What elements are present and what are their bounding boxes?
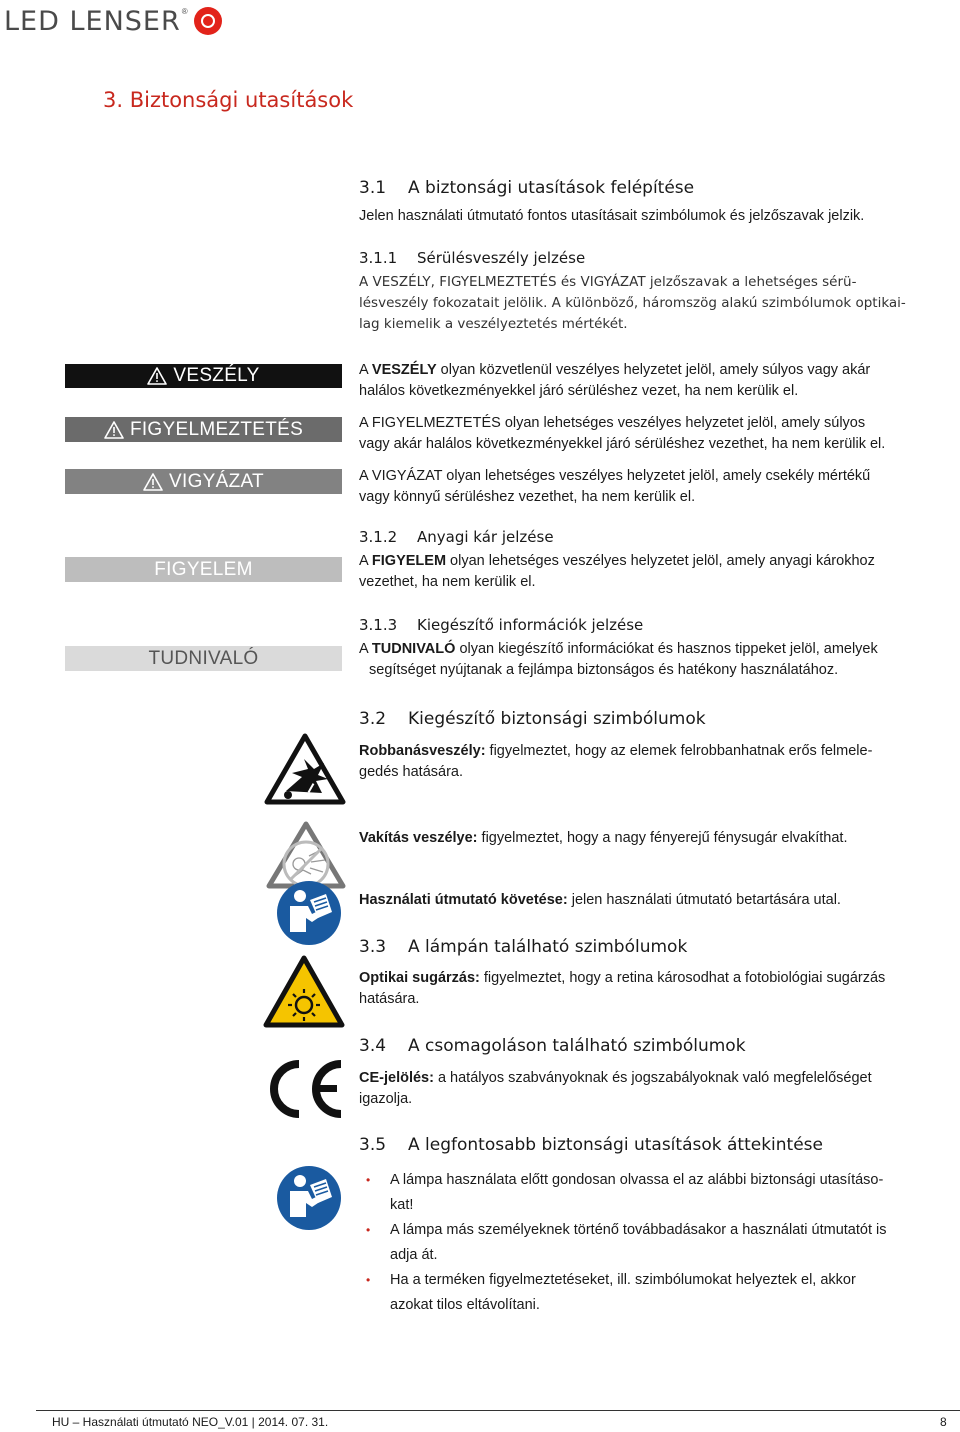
heading-3-5 bbox=[359, 1135, 939, 1155]
signal-word: VESZÉLY bbox=[371, 362, 437, 378]
section-3-1-2-text bbox=[359, 551, 939, 593]
heading-number: 3.1.2 bbox=[359, 528, 398, 546]
symbol-term: CE-jelölés: bbox=[359, 1070, 434, 1086]
manual-description bbox=[359, 890, 939, 911]
text-fragment: figyelmeztet, hogy a retina károsodhat a fotobiológiai sugárzás bbox=[479, 970, 886, 986]
registered-mark: ® bbox=[181, 6, 188, 16]
heading-3-1 bbox=[359, 178, 939, 198]
read-manual-icon bbox=[276, 880, 342, 946]
explosion-hazard-icon bbox=[264, 728, 346, 810]
heading-text: A csomagoláson található szimbólumok bbox=[408, 1036, 746, 1056]
optical-radiation-description bbox=[359, 968, 939, 1010]
signal-info-label: TUDNIVALÓ bbox=[148, 647, 259, 669]
symbol-term: Használati útmutató követése: bbox=[359, 892, 568, 908]
heading-number: 3.1.1 bbox=[359, 249, 398, 267]
heading-text: Kiegészítő információk jelzése bbox=[417, 616, 644, 634]
text-line: gedés hatására. bbox=[359, 764, 463, 780]
signal-danger-box bbox=[65, 364, 342, 388]
text-line: A lámpa más személyeknek történő továbbadásakor a használati útmutatót is bbox=[390, 1222, 887, 1238]
signal-caution-label: VIGYÁZAT bbox=[169, 470, 264, 492]
text-fragment: figyelmeztet, hogy az elemek felrobbanhatnak erős felmele- bbox=[485, 743, 873, 759]
text-line: A FIGYELMEZTETÉS olyan lehetséges veszélyes helyzetet jelöl, amely súlyos bbox=[359, 415, 866, 431]
warning-triangle-icon bbox=[104, 421, 124, 439]
text-fragment: jelen használati útmutató betartására utal. bbox=[567, 892, 841, 908]
danger-description bbox=[359, 360, 939, 402]
symbol-term: Robbanásveszély: bbox=[359, 743, 486, 759]
text-line: kat! bbox=[390, 1197, 414, 1213]
caution-description bbox=[359, 466, 939, 508]
heading-number: 3.3 bbox=[359, 937, 387, 957]
text-line: A VIGYÁZAT olyan lehetséges veszélyes helyzetet jelöl, amely csekély mértékű bbox=[359, 468, 871, 484]
heading-3-4 bbox=[359, 1036, 939, 1056]
list-item bbox=[359, 1168, 949, 1218]
heading-text: Sérülésveszély jelzése bbox=[417, 249, 586, 267]
text-fragment: A bbox=[359, 553, 372, 569]
safety-bullet-list bbox=[359, 1168, 949, 1318]
section-title: 3. Biztonsági utasítások bbox=[103, 88, 354, 112]
page-number: 8 bbox=[940, 1415, 947, 1429]
ce-mark-icon bbox=[265, 1058, 345, 1120]
heading-3-1-3 bbox=[359, 616, 939, 634]
glare-description bbox=[359, 828, 939, 849]
heading-text: A biztonsági utasítások felépítése bbox=[408, 178, 695, 198]
footer-text: HU – Használati útmutató NEO_V.01 | 2014. 07. 31. bbox=[52, 1415, 329, 1429]
list-item bbox=[359, 1218, 949, 1268]
text-line: azokat tilos eltávolítani. bbox=[390, 1297, 540, 1313]
heading-text: A legfontosabb biztonsági utasítások áttekintése bbox=[408, 1135, 823, 1155]
section-3-1-text: Jelen használati útmutató fontos utasításait szimbólumok és jelzőszavak jelzik. bbox=[359, 208, 865, 224]
text-line: igazolja. bbox=[359, 1091, 413, 1107]
ce-description bbox=[359, 1068, 939, 1110]
signal-warning-box bbox=[65, 417, 342, 442]
explosion-description bbox=[359, 741, 939, 783]
section-3-1-1 bbox=[359, 249, 939, 335]
heading-number: 3.2 bbox=[359, 709, 387, 729]
heading-number: 3.1 bbox=[359, 178, 387, 198]
warning-triangle-icon bbox=[143, 473, 163, 491]
text-line: lag kiemelik a veszélyeztetés mértékét. bbox=[359, 316, 628, 332]
heading-3-3 bbox=[359, 937, 939, 957]
brand-logo bbox=[4, 4, 222, 38]
heading-text: Anyagi kár jelzése bbox=[417, 528, 554, 546]
section-3-1-3 bbox=[359, 616, 939, 681]
text-line: vezethet, ha nem kerülik el. bbox=[359, 574, 536, 590]
list-item bbox=[359, 1268, 949, 1318]
section-3-1-3-text bbox=[359, 639, 939, 681]
signal-word: FIGYELEM bbox=[371, 553, 447, 569]
signal-info-box bbox=[65, 646, 342, 671]
signal-word: TUDNIVALÓ bbox=[371, 641, 456, 657]
heading-3-2 bbox=[359, 709, 939, 729]
text-line: segítséget nyújtanak a fejlámpa biztonságos és hatékony használatához. bbox=[369, 662, 839, 678]
text-fragment: figyelmeztet, hogy a nagy fényerejű fénysugár elvakíthat. bbox=[477, 830, 848, 846]
text-line: vagy könnyű sérüléshez vezethet, ha nem kerülik el. bbox=[359, 489, 696, 505]
symbol-term: Vakítás veszélye: bbox=[359, 830, 478, 846]
section-3-1-1-text bbox=[359, 272, 939, 335]
text-line: vagy akár halálos következményekkel járó sérüléshez vezethet, ha nem kerülik el. bbox=[359, 436, 886, 452]
heading-number: 3.5 bbox=[359, 1135, 387, 1155]
symbol-term: Optikai sugárzás: bbox=[359, 970, 480, 986]
heading-text: Kiegészítő biztonsági szimbólumok bbox=[408, 709, 706, 729]
text-fragment: A bbox=[359, 362, 372, 378]
text-line: hatására. bbox=[359, 991, 420, 1007]
heading-number: 3.1.3 bbox=[359, 616, 398, 634]
optical-radiation-icon bbox=[263, 955, 345, 1029]
signal-warning-label: FIGYELMEZTETÉS bbox=[129, 418, 304, 440]
section-3-1 bbox=[359, 178, 939, 227]
read-manual-icon bbox=[276, 1165, 342, 1231]
text-line: lésveszély fokozatait jelölik. A különböző, háromszög alakú szimbólumok optikai- bbox=[359, 295, 906, 311]
signal-caution-box bbox=[65, 469, 342, 494]
text-line: Ha a terméken figyelmeztetéseket, ill. szimbólumokat helyeztek el, akkor bbox=[390, 1272, 856, 1288]
text-fragment: a hatályos szabványoknak és jogszabályoknak való megfelelőséget bbox=[433, 1070, 872, 1086]
warning-triangle-icon bbox=[147, 367, 167, 385]
section-3-1-2 bbox=[359, 528, 939, 593]
heading-3-1-2 bbox=[359, 528, 939, 546]
heading-3-1-1 bbox=[359, 249, 939, 267]
text-line: adja át. bbox=[390, 1247, 438, 1263]
signal-notice-label: FIGYELEM bbox=[154, 558, 253, 580]
text-fragment: olyan közvetlenül veszélyes helyzetet jelöl, amely súlyos vagy akár bbox=[436, 362, 871, 378]
heading-number: 3.4 bbox=[359, 1036, 387, 1056]
text-fragment: olyan lehetséges veszélyes helyzetet jelöl, amely anyagi károkhoz bbox=[446, 553, 875, 569]
warning-description bbox=[359, 413, 939, 455]
text-line: A lámpa használata előtt gondosan olvassa el az alábbi biztonsági utasításo- bbox=[390, 1172, 884, 1188]
signal-danger-label: VESZÉLY bbox=[173, 365, 260, 386]
logo-emblem-icon bbox=[194, 7, 222, 35]
logo-text: LED LENSER bbox=[4, 5, 181, 37]
text-fragment: olyan kiegészítő információkat és hasznos tippeket jelöl, amelyek bbox=[455, 641, 878, 657]
signal-notice-box bbox=[65, 557, 342, 582]
text-line: halálos következményekkel járó sérüléshez vezet, ha nem kerülik el. bbox=[359, 383, 799, 399]
text-fragment: A bbox=[359, 641, 372, 657]
text-line: A VESZÉLY, FIGYELMEZTETÉS és VIGYÁZAT jelzőszavak a lehetséges sérü- bbox=[359, 274, 857, 290]
heading-text: A lámpán található szimbólumok bbox=[408, 937, 688, 957]
footer-divider bbox=[36, 1410, 960, 1411]
